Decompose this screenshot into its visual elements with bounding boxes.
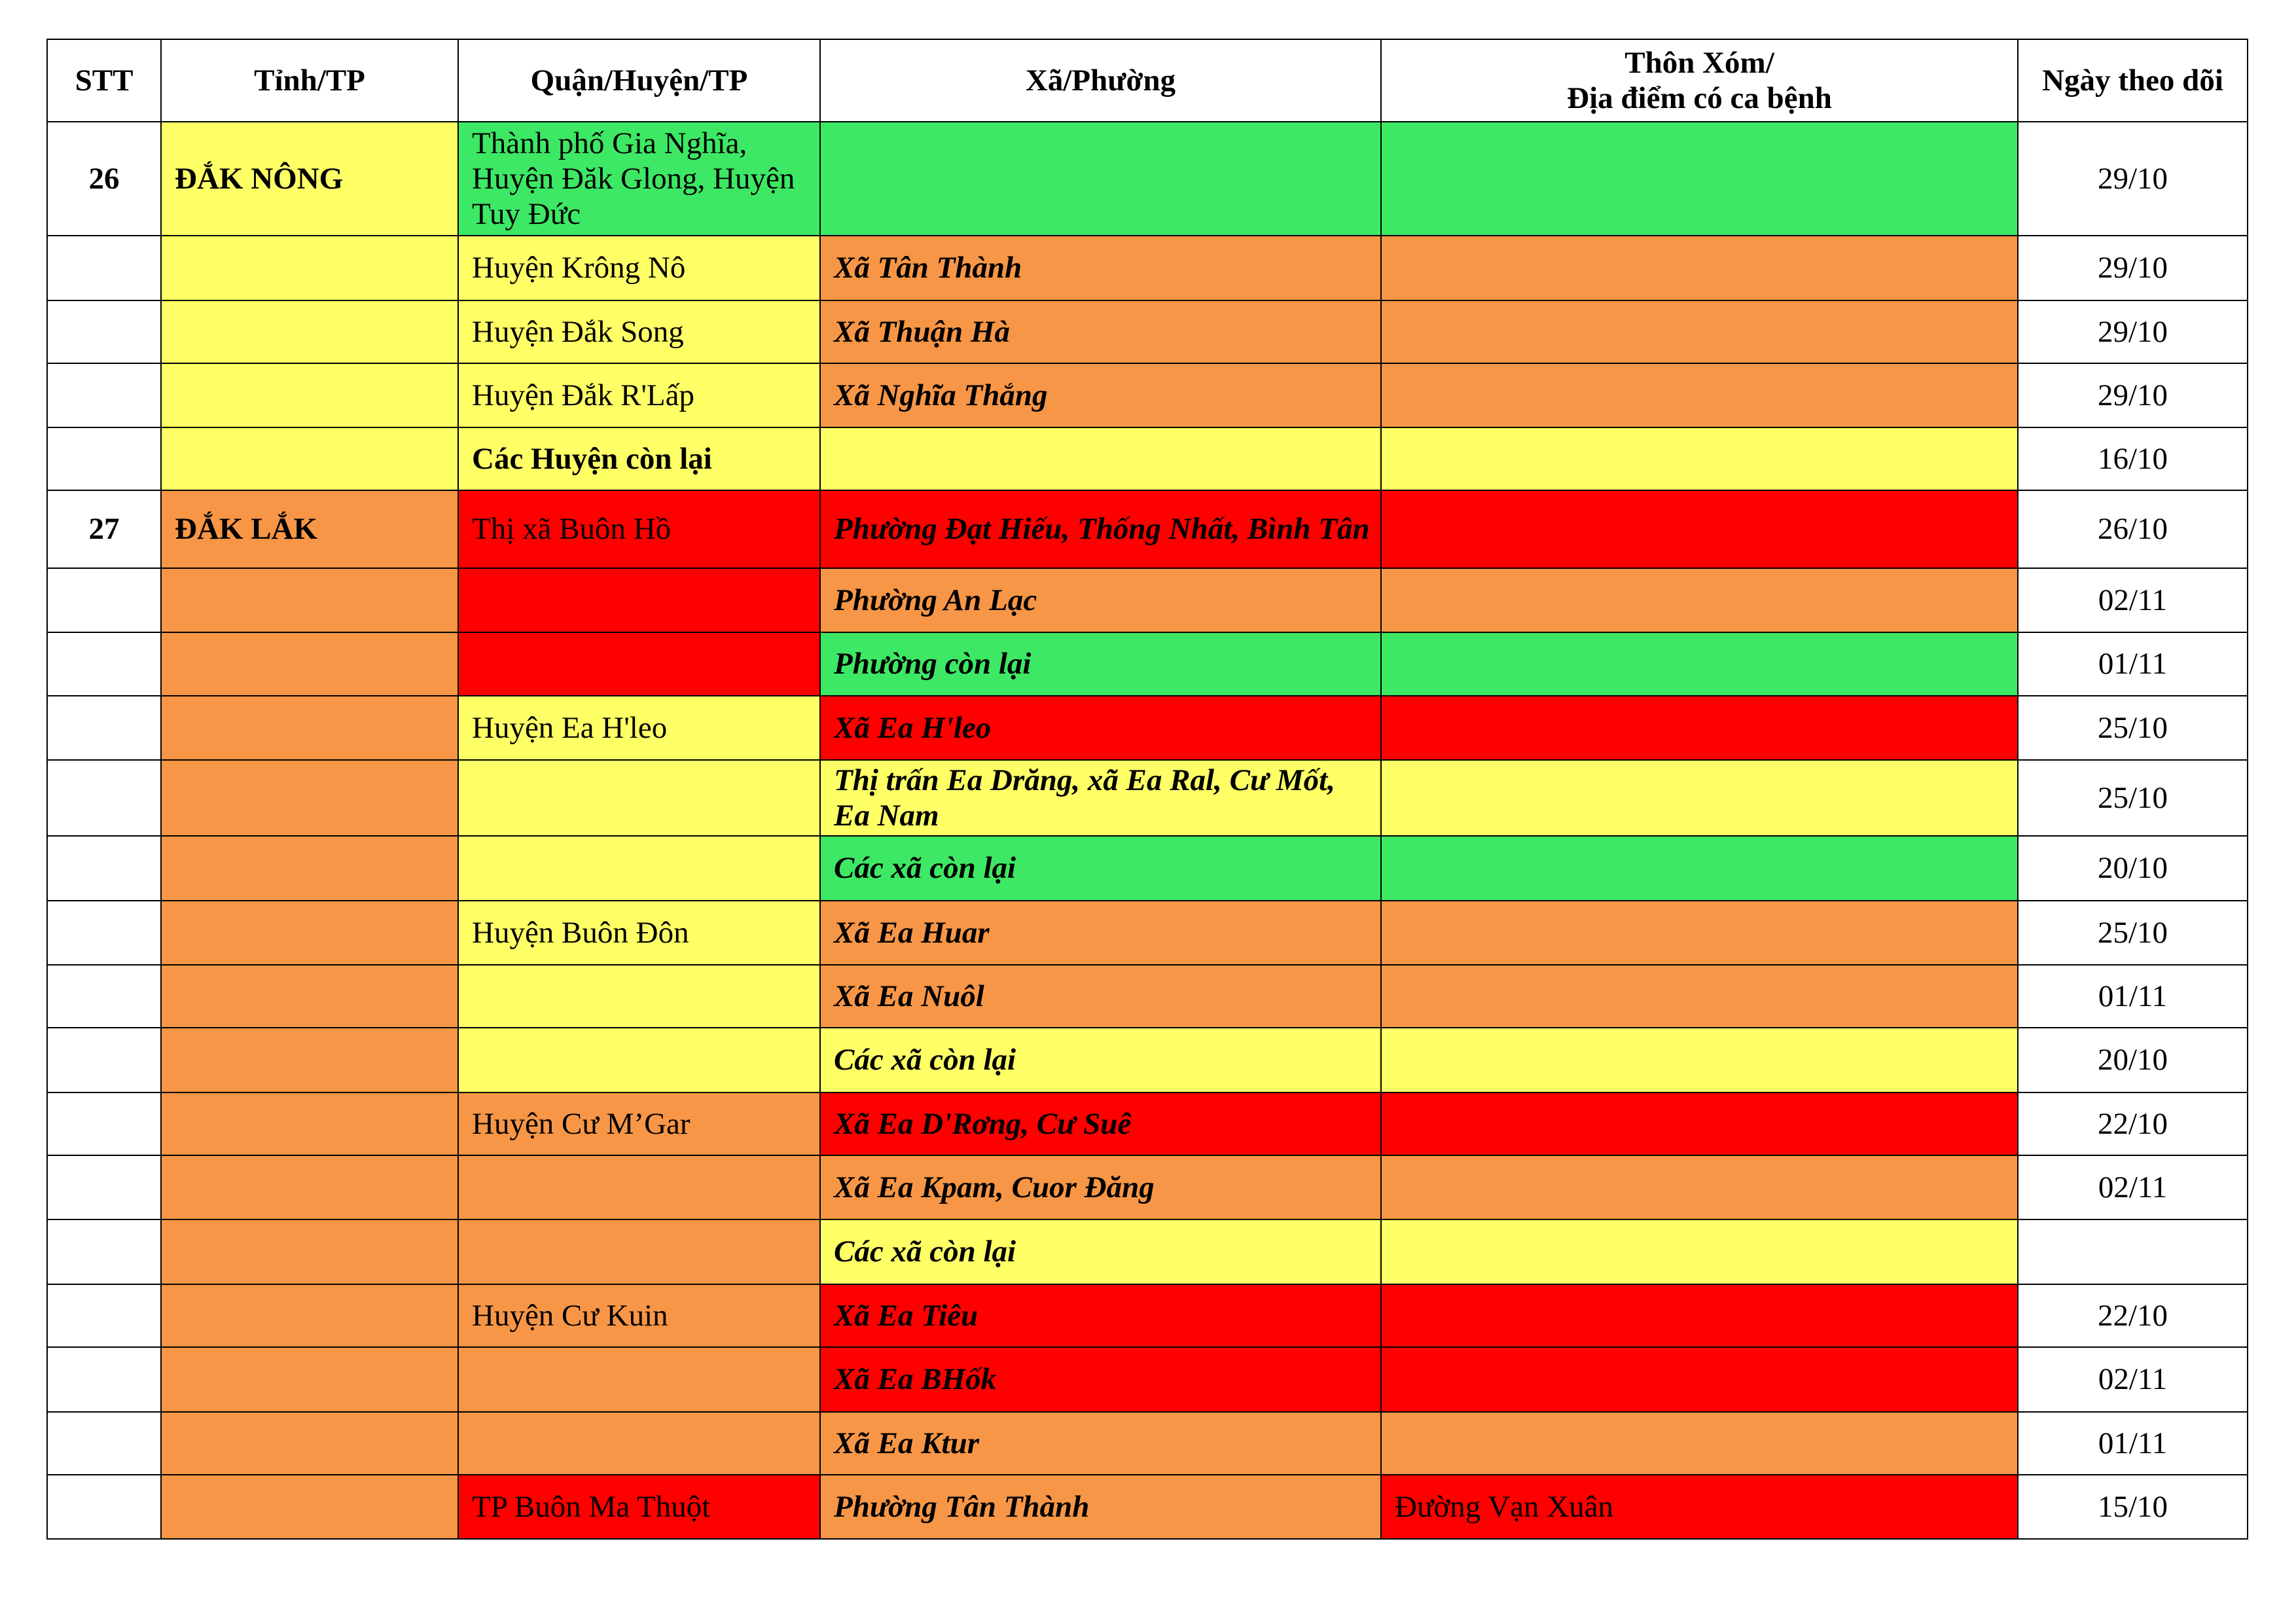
- cell-stt: [48, 761, 160, 835]
- cell-commune: Xã Nghĩa Thắng: [821, 364, 1380, 427]
- cell-stt: [48, 901, 160, 964]
- cell-date: 20/10: [2018, 837, 2247, 900]
- cell-commune: Xã Ea H'leo: [821, 696, 1380, 759]
- cell-district: Thị xã Buôn Hồ: [459, 491, 819, 568]
- header-location-line2: Địa điểm có ca bệnh: [1567, 81, 1832, 115]
- cell-date: 16/10: [2018, 428, 2247, 490]
- cell-stt: [48, 1285, 160, 1346]
- cell-stt: [48, 1028, 160, 1092]
- cell-province: ĐẮK NÔNG: [162, 122, 457, 235]
- cell-location: [1382, 364, 2017, 427]
- cell-commune: Phường An Lạc: [821, 569, 1380, 632]
- cell-province: [162, 761, 457, 835]
- cell-stt: 26: [48, 122, 160, 235]
- cell-commune: Xã Ea Ktur: [821, 1413, 1380, 1474]
- cell-date: 01/11: [2018, 1413, 2247, 1474]
- header-location-line1: Thôn Xóm/: [1624, 45, 1774, 80]
- cell-location: [1382, 569, 2017, 632]
- cell-province: [162, 1156, 457, 1219]
- cell-date: 29/10: [2018, 364, 2247, 427]
- cell-province: [162, 236, 457, 300]
- cell-location: [1382, 761, 2017, 835]
- cell-date: [2018, 1220, 2247, 1284]
- header-commune: Xã/Phường: [821, 40, 1380, 121]
- cell-location: [1382, 1413, 2017, 1474]
- cell-district: Huyện Cư M’Gar: [459, 1093, 819, 1155]
- cell-commune: [821, 122, 1380, 235]
- cell-district: Huyện Đắk R'Lấp: [459, 364, 819, 427]
- cell-stt: [48, 633, 160, 695]
- cell-province: [162, 965, 457, 1027]
- cell-location: [1382, 236, 2017, 300]
- cell-district: [459, 761, 819, 835]
- cell-date: 02/11: [2018, 569, 2247, 632]
- cell-district: [459, 1220, 819, 1284]
- cell-location: [1382, 696, 2017, 759]
- cell-date: 22/10: [2018, 1093, 2247, 1155]
- header-date: Ngày theo dõi: [2018, 40, 2247, 121]
- cell-province: [162, 696, 457, 759]
- cell-province: [162, 1413, 457, 1474]
- cell-location: [1382, 301, 2017, 363]
- cell-location: [1382, 491, 2017, 568]
- cell-district: Huyện Krông Nô: [459, 236, 819, 300]
- cell-location: [1382, 1220, 2017, 1284]
- cell-date: 01/11: [2018, 633, 2247, 695]
- cell-province: [162, 364, 457, 427]
- cell-commune: Thị trấn Ea Drăng, xã Ea Ral, Cư Mốt, Ea Nam: [821, 761, 1380, 835]
- cell-date: 01/11: [2018, 965, 2247, 1027]
- cell-district: TP Buôn Ma Thuột: [459, 1475, 819, 1538]
- cell-stt: [48, 696, 160, 759]
- cell-date: 26/10: [2018, 491, 2247, 568]
- cell-stt: 27: [48, 491, 160, 568]
- cell-district: [459, 1028, 819, 1092]
- risk-table: [46, 39, 2248, 1540]
- cell-stt: [48, 1413, 160, 1474]
- cell-stt: [48, 236, 160, 300]
- cell-location: [1382, 428, 2017, 490]
- cell-district: [459, 633, 819, 695]
- cell-date: 20/10: [2018, 1028, 2247, 1092]
- cell-province: [162, 837, 457, 900]
- cell-location: [1382, 1156, 2017, 1219]
- cell-province: [162, 1093, 457, 1155]
- cell-province: [162, 1285, 457, 1346]
- cell-stt: [48, 301, 160, 363]
- cell-district: Thành phố Gia Nghĩa, Huyện Đăk Glong, Huyện Tuy Đức: [459, 122, 819, 235]
- cell-district: [459, 965, 819, 1027]
- cell-commune: Phường còn lại: [821, 633, 1380, 695]
- cell-province: [162, 301, 457, 363]
- cell-stt: [48, 1220, 160, 1284]
- cell-location: [1382, 633, 2017, 695]
- cell-date: 29/10: [2018, 122, 2247, 235]
- cell-province: [162, 1028, 457, 1092]
- cell-commune: Các xã còn lại: [821, 1028, 1380, 1092]
- cell-province: [162, 1475, 457, 1538]
- cell-commune: Xã Ea BHốk: [821, 1348, 1380, 1411]
- cell-district: Các Huyện còn lại: [459, 428, 819, 490]
- cell-stt: [48, 837, 160, 900]
- cell-commune: Phường Tân Thành: [821, 1475, 1380, 1538]
- cell-commune: Xã Ea Huar: [821, 901, 1380, 964]
- cell-district: Huyện Ea H'leo: [459, 696, 819, 759]
- cell-location: [1382, 965, 2017, 1027]
- header-location: [1382, 40, 2017, 121]
- header-stt: STT: [48, 40, 160, 121]
- cell-stt: [48, 965, 160, 1027]
- cell-date: 25/10: [2018, 696, 2247, 759]
- cell-province: [162, 428, 457, 490]
- cell-date: 29/10: [2018, 301, 2247, 363]
- cell-stt: [48, 1093, 160, 1155]
- header-province: Tỉnh/TP: [162, 40, 457, 121]
- cell-commune: Xã Ea Nuôl: [821, 965, 1380, 1027]
- cell-stt: [48, 569, 160, 632]
- cell-district: [459, 1156, 819, 1219]
- cell-province: [162, 901, 457, 964]
- cell-date: 02/11: [2018, 1156, 2247, 1219]
- cell-commune: Các xã còn lại: [821, 837, 1380, 900]
- cell-province: [162, 1348, 457, 1411]
- cell-commune: Xã Ea Tiêu: [821, 1285, 1380, 1346]
- cell-district: Huyện Cư Kuin: [459, 1285, 819, 1346]
- cell-location: [1382, 1348, 2017, 1411]
- cell-stt: [48, 1348, 160, 1411]
- cell-date: 22/10: [2018, 1285, 2247, 1346]
- cell-commune: [821, 428, 1380, 490]
- cell-location: Đường Vạn Xuân: [1382, 1475, 2017, 1538]
- cell-province: ĐẮK LẮK: [162, 491, 457, 568]
- cell-district: Huyện Buôn Đôn: [459, 901, 819, 964]
- cell-district: [459, 837, 819, 900]
- cell-province: [162, 1220, 457, 1284]
- cell-location: [1382, 1028, 2017, 1092]
- cell-stt: [48, 428, 160, 490]
- cell-stt: [48, 364, 160, 427]
- cell-commune: Phường Đạt Hiếu, Thống Nhất, Bình Tân: [821, 491, 1380, 568]
- cell-commune: Xã Ea D'Rơng, Cư Suê: [821, 1093, 1380, 1155]
- cell-district: [459, 1348, 819, 1411]
- cell-date: 02/11: [2018, 1348, 2247, 1411]
- cell-location: [1382, 837, 2017, 900]
- cell-province: [162, 569, 457, 632]
- cell-date: 25/10: [2018, 761, 2247, 835]
- cell-district: [459, 569, 819, 632]
- cell-commune: Các xã còn lại: [821, 1220, 1380, 1284]
- cell-location: [1382, 122, 2017, 235]
- cell-commune: Xã Thuận Hà: [821, 301, 1380, 363]
- cell-commune: Xã Tân Thành: [821, 236, 1380, 300]
- cell-district: Huyện Đắk Song: [459, 301, 819, 363]
- cell-location: [1382, 1285, 2017, 1346]
- cell-date: 25/10: [2018, 901, 2247, 964]
- cell-province: [162, 633, 457, 695]
- header-district: Quận/Huyện/TP: [459, 40, 819, 121]
- cell-stt: [48, 1475, 160, 1538]
- cell-date: 29/10: [2018, 236, 2247, 300]
- cell-commune: Xã Ea Kpam, Cuor Đăng: [821, 1156, 1380, 1219]
- cell-location: [1382, 1093, 2017, 1155]
- cell-district: [459, 1413, 819, 1474]
- cell-location: [1382, 901, 2017, 964]
- cell-date: 15/10: [2018, 1475, 2247, 1538]
- cell-stt: [48, 1156, 160, 1219]
